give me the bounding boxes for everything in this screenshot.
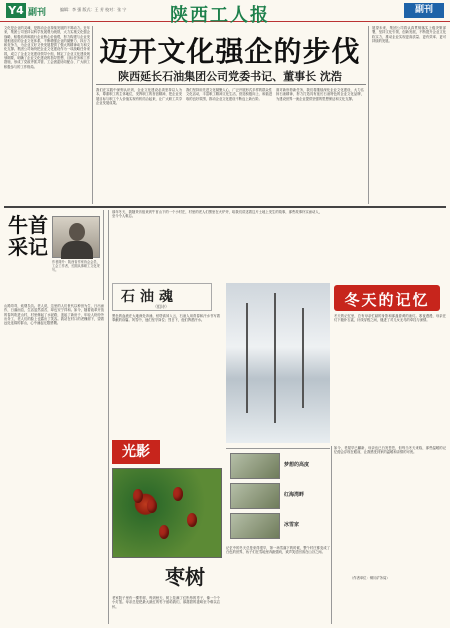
dates-photo (112, 468, 222, 558)
article-column-left: 文化是企业的灵魂，是推动企业持续发展的不竭动力。近年来，集团公司坚持以科学发展观为统领，大力实施文化强企战略，积极培育和践行企业核心价值观，努力构建与企业发展相适应的企业文化体系，不断增强企业的凝聚力、执行力和竞争力，为企业又好又快发展提供了强大的精神动力和文化支撑。集团公司始终把企业文化建设作为一项战略任务来抓，成立了企业文化建设领导小组，制定了企业文化建设规划纲要，明确了企业文化建设的指导思想、目标任务和工作措施，形成了党政齐抓共管、工会团委协同配合、广大职工积极参与的工作格局。 (4, 26, 90, 69)
paper-title: 陕西工人报 (170, 5, 270, 26)
poem-subtitle: （组诗） (153, 304, 169, 309)
dates-column: 老家院子里有一棵枣树，每到秋天，树上挂满了红彤彤的枣子，像一个个小灯笼。母亲总是把最大最红的枣子留给我们，那甜甜的滋味至今难以忘怀。 (112, 596, 220, 609)
date-fruit-shape (133, 489, 143, 503)
poem-title: 石油魂 (121, 289, 178, 305)
date-tree-title: 枣树 (165, 565, 205, 589)
essay-sidebox (4, 210, 104, 300)
feature-column-3: 面对新形势新任务，我们将继续深化企业文化建设，大力弘扬石油精神，努力打造具有延长石油特色的企业文化品牌，为建设世界一流企业提供坚强的思想保证和文化支撑。 (276, 88, 364, 101)
feature-subhead: 陕西延长石油集团公司党委书记、董事长 沈浩 (118, 70, 342, 83)
date-fruit-shape (159, 525, 169, 539)
photo-caption: 红海湾畔 (284, 492, 305, 498)
tree-trunk-shape (302, 308, 304, 408)
tree-trunk-shape (246, 303, 248, 413)
photo-list (226, 448, 330, 543)
special-tag: 副刊 (404, 3, 444, 18)
author-portrait (52, 216, 100, 258)
winter-column-bottom: 如今，老屋早已翻新，母亲也已白发苍苍，但每当冬天来临，那些温暖的记忆便会浮现在眼前，让我感受到家的温暖和亲情的可贵。 (334, 446, 446, 455)
edition-number: Y4 (6, 3, 26, 18)
photo-list-item (230, 513, 326, 541)
portrait-caption: 作者简介：陕西省作家协会会员，工会工作者，长期从事职工文化采写。 (52, 260, 100, 272)
issue-meta: 编辑：李 强 版式：王 芳 校对：张 宁 (60, 7, 127, 12)
column-divider (92, 26, 93, 204)
date-fruit-shape (147, 499, 157, 513)
column-divider (331, 446, 332, 624)
light-shadow-badge: 光影 (112, 440, 160, 464)
poem-column: 黑色的血液在大地深处奔涌，钻塔高耸入云，石油人用青春和汗水书写着奉献的诗篇。风雪中，他们坚守岗位；烈日下，他们挥洒汗水。 (112, 314, 220, 323)
portrait-head-shape (69, 223, 85, 241)
photo-caption: 梦想的高度 (284, 462, 310, 468)
photo-caption: 冰雪家 (284, 522, 300, 528)
column-divider (108, 210, 109, 624)
section-rule (4, 206, 446, 208)
winter-photo (226, 283, 330, 443)
winter-memory-badge (334, 285, 440, 311)
masthead (0, 0, 450, 26)
author-affiliation: （作者单位：铜川矿务局） (350, 576, 390, 580)
article-column-right: 展望未来，集团公司将认真贯彻落实上级决策部署，坚持文化引领，创新发展，不断提升企业文化软实力，推动企业实现更高质量、更有效率、更可持续的发展。 (372, 26, 446, 43)
feature-column-1: 我们在实践中深刻认识到，企业文化建设必须坚持以人为本，尊重职工的主体地位，发挥职工的首创精神，把企业发展目标与职工个人价值实现有机结合起来，让广大职工共享企业发展成果。 (96, 88, 182, 105)
essay-column-top: 那年冬天，我随采访组来到牛首山下的一个小村庄，村里的老人们围坐在火炉旁，给我们讲述着这片土地上发生的故事，那些故事朴实而动人，至今令人难忘。 (112, 210, 322, 219)
column-title: 牛首采记 (8, 213, 48, 259)
photo-thumbnail (230, 453, 280, 479)
date-fruit-shape (187, 513, 197, 527)
photo-list-item (230, 483, 326, 511)
poem-column-bottom: 记忆中的冬天总是来得很早，第一场雪落下的时候，整个村庄都变成了白色的世界，孩子们在雪地里奔跑嬉戏，欢声笑语回荡在山谷之间。 (226, 546, 330, 555)
essay-column-left: 山路弯弯，炊烟袅袅。老人说，这里的人们世代以种田为生，日出而作，日落而息，生活虽然清苦，却也安宁祥和。如今，随着改革开放的春风吹进山村，村里修起了水泥路，盖起了新房子，年轻人纷纷外出务工，老人们的脸上也露出了笑容。我站在村口的老槐树下，望着远处连绵的群山，心中涌起无限感慨。 (4, 304, 104, 326)
photo-thumbnail (230, 483, 280, 509)
winter-memory-title: 冬天的记忆 (344, 291, 430, 309)
feature-headline: 迈开文化强企的步伐 (99, 35, 361, 68)
photo-list-item (230, 453, 326, 481)
portrait-body-shape (61, 241, 93, 259)
section-name: 副刊 (28, 8, 47, 18)
date-fruit-shape (173, 487, 183, 501)
headline-rule (96, 84, 366, 85)
tree-trunk-shape (274, 293, 276, 423)
photo-thumbnail (230, 513, 280, 539)
feature-column-2: 我们坚持用先进文化凝聚人心，广泛开展形式多样的群众性文化活动，丰富职工精神文化生活，营造积极向上、和谐进取的良好氛围，推动企业文化建设不断迈上新台阶。 (186, 88, 272, 101)
column-divider (368, 26, 369, 204)
winter-column: 冬天的记忆里，总有母亲忙碌的身影和那盏昏黄的油灯。寒夜漫漫，母亲在灯下缝补衣裳，针线穿梭之间，缝进了对儿女无尽的牵挂与深情。 (334, 314, 446, 323)
poem-title-box (112, 283, 212, 311)
